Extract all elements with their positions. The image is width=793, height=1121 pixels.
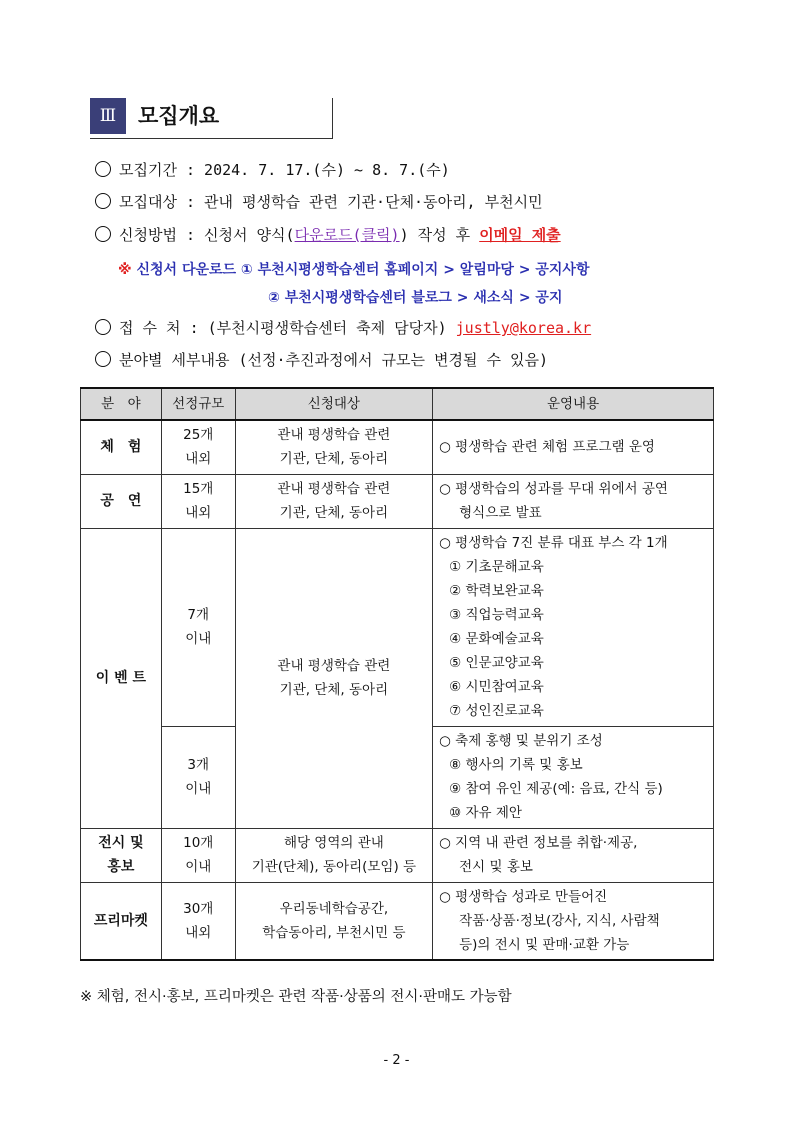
target-cell: 해당 영역의 관내 기관(단체), 동아리(모임) 등 [235, 828, 432, 882]
section-divider [332, 98, 333, 138]
target-cell: 관내 평생학습 관련 기관, 단체, 동아리 [235, 528, 432, 828]
content-cell: ○ 축제 홍행 및 분위기 조성 ⑧ 행사의 기록 및 홍보 ⑨ 참여 유인 제공(예: 음료, 간식 등) ⑩ 자유 제안 [433, 726, 714, 828]
detail-text: 분야별 세부내용 (선정·추진과정에서 규모는 변경될 수 있음) [119, 351, 549, 369]
header-content: 운영내용 [433, 388, 714, 420]
category-cell: 체 험 [81, 420, 162, 474]
circle-bullet-icon [95, 351, 111, 367]
content-cell: ○ 평생학습의 성과를 무대 위에서 공연 형식으로 발표 [433, 474, 714, 528]
download-note-line1 [118, 259, 589, 279]
target-text: 모집대상 : 관내 평생학습 관련 기관·단체·동아리, 부천시민 [119, 193, 543, 211]
circle-bullet-icon [95, 161, 111, 177]
content-cell: ○ 지역 내 관련 정보를 취합·제공, 전시 및 홍보 [433, 828, 714, 882]
table-row-experience [81, 420, 714, 474]
header-field: 분 야 [81, 388, 162, 420]
section-underline [90, 138, 333, 139]
target-cell: 우리동네학습공간, 학습동아리, 부천시민 등 [235, 882, 432, 960]
contact-prefix: 접 수 처 : (부천시평생학습센터 축제 담당자) [119, 319, 456, 337]
section-header [90, 98, 333, 138]
content-cell: ○ 평생학습 7진 분류 대표 부스 각 1개 ① 기초문해교육 ② 학력보완교육 ③ 직업능력교육 ④ 문화예술교육 ⑤ 인문교양교육 ⑥ 시민참여교육 ⑦ 성인진로교육 [433, 528, 714, 726]
table-row-performance [81, 474, 714, 528]
scale-cell: 3개 이내 [161, 726, 235, 828]
table-header-row [81, 388, 714, 420]
table-row-event-a [81, 528, 714, 726]
scale-cell: 15개 내외 [161, 474, 235, 528]
table-row-market [81, 882, 714, 960]
recruitment-table [80, 387, 714, 961]
table-row-exhibit [81, 828, 714, 882]
circle-bullet-icon [95, 226, 111, 242]
note-mark: ※ [118, 262, 132, 278]
email-submit-text: 이메일 제출 [479, 226, 561, 244]
download-link[interactable]: 다운로드(클릭) [294, 226, 400, 244]
contact-email-link[interactable]: justly@korea.kr [455, 319, 592, 337]
scale-cell: 10개 이내 [161, 828, 235, 882]
header-scale: 선정규모 [161, 388, 235, 420]
scale-cell: 30개 내외 [161, 882, 235, 960]
download-note-line2: ② 부천시평생학습센터 블로그 > 새소식 > 공지 [268, 290, 563, 306]
category-cell: 이 벤 트 [81, 528, 162, 828]
footnote: ※ 체험, 전시·홍보, 프리마켓은 관련 작품·상품의 전시·판매도 가능함 [80, 989, 512, 1005]
section-number-badge: Ⅲ [90, 98, 126, 134]
category-cell: 전시 및 홍보 [81, 828, 162, 882]
download-note-text1: 신청서 다운로드 ① 부천시평생학습센터 홈페이지 > 알림마당 > 공지사항 [136, 262, 590, 278]
category-cell: 공 연 [81, 474, 162, 528]
item-target [95, 192, 543, 212]
item-period [95, 160, 450, 180]
circle-bullet-icon [95, 319, 111, 335]
page-number: - 2 - [383, 1053, 410, 1068]
item-detail [95, 350, 548, 370]
header-target: 신청대상 [235, 388, 432, 420]
scale-cell: 7개 이내 [161, 528, 235, 726]
content-cell: ○ 평생학습 성과로 만들어진 작품·상품·정보(강사, 지식, 사람책 등)의 전시 및 판매·교환 가능 [433, 882, 714, 960]
category-cell: 프리마켓 [81, 882, 162, 960]
method-mid: ) 작성 후 [399, 226, 480, 244]
method-prefix: 신청방법 : 신청서 양식( [119, 226, 295, 244]
target-cell: 관내 평생학습 관련 기관, 단체, 동아리 [235, 420, 432, 474]
section-title: 모집개요 [138, 104, 220, 128]
circle-bullet-icon [95, 193, 111, 209]
target-cell: 관내 평생학습 관련 기관, 단체, 동아리 [235, 474, 432, 528]
item-contact [95, 318, 591, 338]
item-method [95, 225, 561, 245]
content-cell: ○ 평생학습 관련 체험 프로그램 운영 [433, 420, 714, 474]
scale-cell: 25개 내외 [161, 420, 235, 474]
period-text: 모집기간 : 2024. 7. 17.(수) ~ 8. 7.(수) [119, 161, 450, 179]
